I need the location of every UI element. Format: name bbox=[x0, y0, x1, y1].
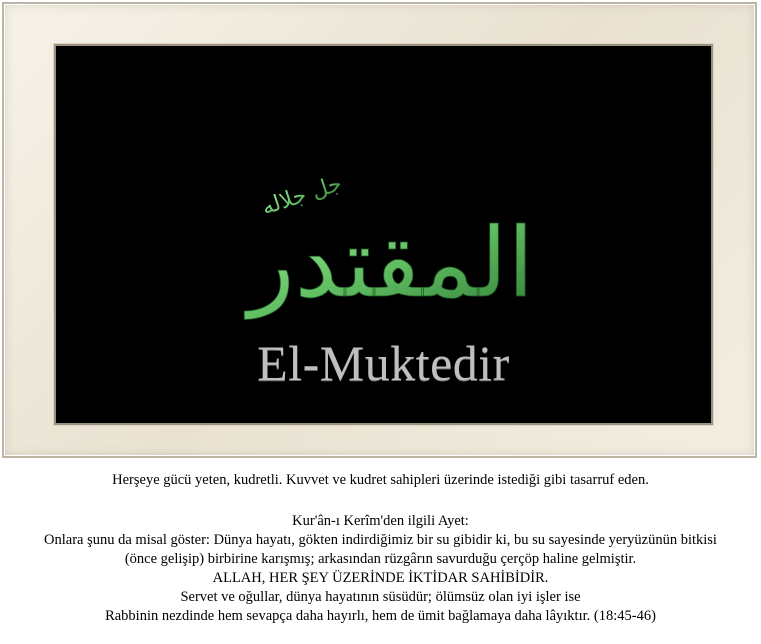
calligraphy-panel bbox=[54, 44, 713, 425]
name-meaning: Herşeye gücü yeten, kudretli. Kuvvet ve kudret sahipleri üzerinde istediği gibi tasarruf eden. bbox=[112, 472, 649, 488]
svg-text:المقتدر: المقتدر bbox=[248, 207, 534, 319]
related-verse bbox=[0, 512, 761, 626]
name-transliteration: El-Muktedir bbox=[257, 335, 510, 391]
verse-line: Rabbinin nezdinde hem sevapça daha hayırlı, hem de ümit bağlamaya daha lâyıktır. (18:45-46) bbox=[105, 608, 656, 624]
verse-heading: Kur'ân-ı Kerîm'den ilgili Ayet: bbox=[292, 513, 469, 529]
picture-frame bbox=[2, 2, 757, 458]
verse-line: Onlara şunu da misal göster: Dünya hayatı, gökten indirdiğimiz bir su gibidir ki, bu su sayesinde yeryüzünün bitkisi bbox=[44, 532, 717, 548]
arabic-calligraphy-art bbox=[216, 106, 556, 351]
verse-line: Servet ve oğullar, dünya hayatının süsüdür; ölümsüz olan iyi işler ise bbox=[180, 589, 581, 605]
svg-text:جل جلاله: جل جلاله bbox=[258, 171, 346, 221]
verse-line: (önce gelişip) birbirine karışmış; arkasından rüzgârın savurduğu çerçöp haline gelmiştir. bbox=[124, 551, 637, 567]
verse-line: ALLAH, HER ŞEY ÜZERİNDE İKTİDAR SAHİBİDİR. bbox=[212, 570, 549, 586]
